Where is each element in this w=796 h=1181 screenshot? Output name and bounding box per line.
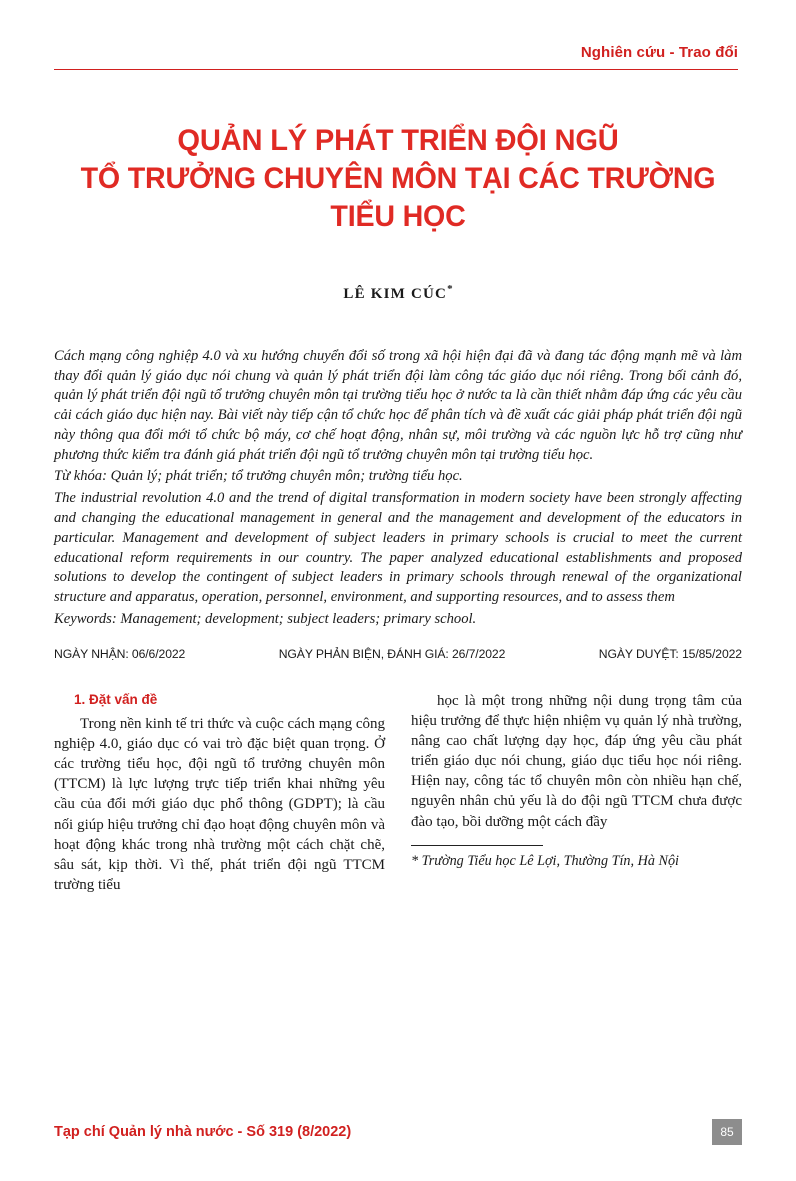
abstract-english: The industrial revolution 4.0 and the trend of digital transformation in modern society have been strongly affecting and changing the educational management in general and the management and development of the educators in particular. Management and development of subject leaders in primary schools is crucial to meet the current educational reform requirements in our country. The paper analyzed educational establishments and proposed solutions to develop the contingent of subject leaders in primary schools through renewal of the organizational structure and apparatus, operation, personnel, environment, and supporting resources, and to assess them (54, 490, 742, 606)
publication-dates (54, 647, 742, 661)
page-footer (54, 1119, 742, 1145)
author-name: LÊ KIM CÚC (343, 285, 448, 302)
title-line-2: TỔ TRƯỞNG CHUYÊN MÔN TẠI CÁC TRƯỜNG TIỂU HỌC (80, 162, 716, 234)
footnote-affiliation: * Trường Tiểu học Lê Lợi, Thường Tín, Hà Nội (411, 852, 679, 869)
date-received: NGÀY NHẬN: 06/6/2022 (54, 646, 186, 661)
abstract-vietnamese-keywords (54, 467, 742, 487)
date-reviewed: NGÀY PHẢN BIỆN, ĐÁNH GIÁ: 26/7/2022 (278, 646, 506, 661)
footnote-divider (411, 845, 543, 846)
page-header (54, 44, 742, 70)
body-paragraph-right: học là một trong những nội dung trọng tâm của hiệu trưởng để thực hiện nhiệm vụ quản lý nhà trường, nâng cao chất lượng dạy học, đáp ứng yêu cầu phát triển giáo dục nói chung, giáo dục tiểu học nói riêng. Hiện nay, công tác tổ chuyên môn còn nhiều hạn chế, nguyên nhân chủ yếu là do đội ngũ TTCM chưa được đào tạo, bồi dưỡng một cách đầy (411, 692, 742, 830)
column-left (54, 691, 385, 896)
keywords-label-en: Keywords: (54, 610, 117, 627)
title-line-1: QUẢN LÝ PHÁT TRIỂN ĐỘI NGŨ (177, 124, 619, 157)
keywords-label-vi: Từ khóa: (54, 468, 107, 485)
page-number-badge: 85 (712, 1119, 742, 1145)
abstract-block (54, 347, 742, 630)
article-title (54, 122, 742, 236)
footer-journal-title: Tạp chí Quản lý nhà nước - Số 319 (8/2022) (54, 1124, 352, 1140)
author-byline (54, 283, 742, 303)
abstract-vietnamese: Cách mạng công nghiệp 4.0 và xu hướng chuyển đổi số trong xã hội hiện đại đã và đang tác động mạnh mẽ và làm thay đổi quản lý giáo dục nói chung và quản lý phát triển đội làm công tác giáo dục nói riêng. Trong bối cảnh đó, quản lý phát triển đội ngũ tổ trưởng chuyên môn tại trường tiểu học ở nước ta là cần thiết nhằm đáp ứng các yêu cầu cải cách giáo dục hiện nay. Bài viết này tiếp cận tổ chức học để phân tích và đề xuất các giải pháp phát triển đội ngũ này thông qua đổi mới tổ chức bộ máy, cơ chế hoạt động, nhân sự, môi trường và các nguồn lực hỗ trợ cũng như phương thức kiểm tra đánh giá phát triển đội ngũ tổ trưởng chuyên môn tại trường tiểu học. (54, 347, 742, 463)
keywords-text-vi: Quản lý; phát triển; tổ trưởng chuyên môn; trường tiểu học. (110, 468, 463, 485)
body-columns (54, 691, 742, 896)
header-divider (54, 69, 738, 70)
column-right (411, 691, 742, 896)
header-section-label: Nghiên cứu - Trao đổi (580, 44, 738, 61)
abstract-english-keywords (54, 610, 742, 630)
body-paragraph-left: Trong nền kinh tế tri thức và cuộc cách mạng công nghiệp 4.0, giáo dục có vai trò đặc biệt quan trọng. Ở các trường tiểu học, đội ngũ tổ trưởng chuyên môn (TTCM) là lực lượng trực tiếp triển khai những yêu cầu của đổi mới giáo dục phổ thông (GDPT); là cầu nối giúp hiệu trưởng chỉ đạo hoạt động chuyên môn và hoạt động khác trong nhà trường một cách chặt chẽ, sâu sát, kịp thời. Vì thế, phát triển đội ngũ TTCM trường tiểu (54, 715, 385, 894)
author-footnote-marker: * (447, 282, 453, 295)
date-approved: NGÀY DUYỆT: 15/85/2022 (598, 646, 742, 661)
section-heading: 1. Đặt vấn đề (74, 691, 158, 707)
keywords-text-en: Management; development; subject leaders; primary school. (120, 610, 477, 627)
